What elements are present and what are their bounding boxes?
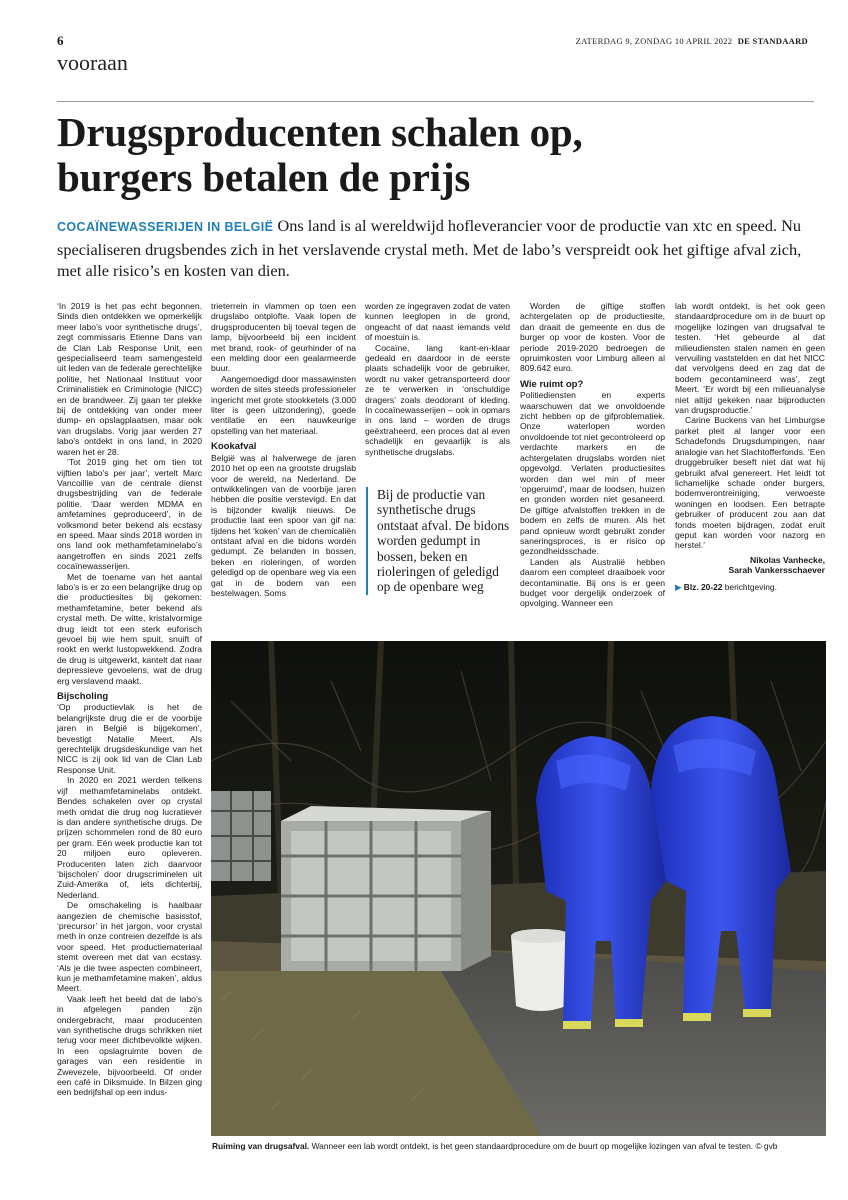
paragraph: Carine Buckens van het Limburgse parket pleit al langer voor een Schadefonds Drugsdumpingen, naar analogie van het Slachtofferfonds. ‘Een druggebruiker beseft niet dat wat hij gebruikt afval genereert. Het leidt tot lichamelijke schade onder burgers, bodemverontreiniging, verwoeste woningen en loodsen. Een betrapte gebruiker of producent zou aan dat fonds moeten bijdragen, zodat eruit geput kan worden voor nazorg en herstel.’ [675,415,825,551]
paragraph: Politiediensten en experts waarschuwen dat we onvoldoende zicht hebben op de gifproblematiek. Onze waterlopen worden onvoldoende tot niet gecontroleerd op verdachte markers en de achtergelaten drugslabs worden niet opgevolgd. Verlaten productiesites worden dan wel min of meer ‘opgeruimd’, maar de loodsen, huizen en gronden worden niet gesaneerd. De giftige afvalstoffen trekken in de bodem en zelfs de muren. Als het pand opnieuw wordt gebruikt zonder saneringsproces, is er risico op gezondheidsschade. [520,390,665,557]
byline [675,555,825,576]
paragraph: ‘Op productievlak is het de belangrijkste drug die er de voorbije jaren in België is bijgekomen’, bevestigt Natalie Meert. Als gerechtelijk drugsdeskundige van het NICC is zij ook lid van de Clan Lab Response Unit. [57,702,202,775]
column-4 [520,301,665,609]
subheading-wie-ruimt-op: Wie ruimt op? [520,378,584,390]
paragraph: België was al halverwege de jaren 2010 het op een na grootste drugslab voor de wereld, na Nederland. De ontwikkelingen van de voorbije jaren hebben die positie verstevigd. En dat is bijzonder kwalijk nieuws. De productie laat een spoor van gif na: tijdens het ‘koken’ van de chemicaliën ontstaat afval en die bidons worden gedumpt. Ze belanden in bossen, beken en rioleringen, of worden geledigd op de openbare weg via een gat in de bodem van een bestelwagen. Soms [211,452,356,598]
photo-caption [212,1141,827,1152]
arrow-icon: ▶ [675,581,682,592]
reference-text: berichtgeving. [724,581,777,592]
byline-author-2: Sarah Vankersschaever [728,565,825,576]
caption-credit: © gvb [755,1141,778,1151]
section-label: vooraan [57,50,128,75]
reference-pages: Blz. 20-22 [683,581,723,592]
paragraph: Cocaïne, lang kant-en-klaar gedeald en daardoor in de eerste plaats schadelijk voor de gebruiker, wordt nu vaker getransporteerd door ze te verwerken in ‘onschuldige dragers’ zoals deodorant of kleding. In cocaïnewasserijen – ook in opmars in ons land – worden de drugs geëxtraheerd, een proces dat al even schadelijk en gevaarlijk is als synthetische drugslabs. [365,342,510,457]
column-3 [365,301,510,457]
dateline [576,36,808,46]
page-number: 6 [57,33,64,48]
column-2 [211,301,356,598]
subheading-kookafval: Kookafval [211,441,257,453]
headline-line-1: Drugsproducenten schalen op, [57,109,583,155]
paragraph: In 2020 en 2021 werden telkens vijf methamfetaminelabs ontdekt. Bendes schakelen over op crystal meth omdat die drug nog lucratiever is dan andere synthetische drugs. De prijzen schommelen rond de 80 euro per gram. Eén week productie kan tot 20 miljoen euro opleveren. Producenten laten zich daarvoor ‘bijscholen’ door drugscriminelen uit Zuid-Amerika of, iets dichterbij, Nederland. [57,775,202,900]
intro [57,215,827,282]
paragraph: lab wordt ontdekt, is het ook geen standaardprocedure om in de buurt op mogelijke lozingen van drugsafval te testen. ‘Het gebeurde al dat milieudiensten stalen namen en geen vervuiling vaststelden en dat het NICC dat vervolgens deed en zag dat de bodem gecontamineerd was’, zegt Meert. ‘Er wordt bij een milieuanalyse niet altijd gekeken naar bijproducten van drugsproductie.’ [675,301,825,416]
header-rule [57,101,814,102]
paragraph: De omschakeling is haalbaar aangezien de chemische basisstof, ‘precursor’ in het jargon, voor crystal meth in onze contreien dezelfde is als voor speed. Het productiemateriaal stemt overeen met dat van ecstasy. ‘Als je die twee aspecten combineert, kun je methamfetamine maken’, aldus Meert. [57,900,202,994]
kicker: COCAÏNEWASSERIJEN IN BELGIË [57,220,274,234]
caption-text: Wanneer een lab wordt ontdekt, is het geen standaardprocedure om de buurt op mogelijke lozingen van afval te testen. [311,1141,754,1151]
paragraph: ‘Tot 2019 ging het om tien tot vijftien labo’s per jaar’, vertelt Marc Vancoillie van de centrale dienst drugsbestrijding van de federale politie. ‘Daar werden MDMA en amfetamines geproduceerd’, in de volksmond beter bekend als ecstasy en speed. Maar sinds 2018 worden in ons land ook methamfetaminelabo’s aangetroffen en sinds 2021 zelfs cocaïnewasserijen. [57,457,202,572]
page-reference[interactable] [675,582,825,592]
photo [211,641,826,1136]
paragraph: trieterrein in vlammen op toen een drugslabo ontplofte. Vaak lopen de drugsproducenten bij toeval tegen de lamp, bijvoorbeeld bij een incident met brand, rook- of geurhinder of na een melding door een gealarmeerde buur. [211,301,356,374]
headline-line-2: burgers betalen de prijs [57,154,471,200]
headline [57,110,817,200]
caption-lead: Ruiming van drugsafval. [212,1141,310,1151]
byline-author-1: Nikolas Vanhecke, [750,554,825,565]
publication-name: DE STANDAARD [737,36,808,46]
paragraph: Met de toename van het aantal labo’s is er zo een belangrijke drug op die productiesites bij gekomen: methamfetamine, beter bekend als crystal meth. De witte, kristalvormige drug leidt tot een sterk euforisch gevoel bij wie hem spuit, snuift of rookt en werkt lustopwekkend. Zodra de drug is uitgewerkt, kantelt dat naar depressieve gevoelens, wat de drug erg verslavend maakt. [57,571,202,686]
column-5 [675,301,825,592]
paragraph: worden ze ingegraven zodat de vaten kunnen leeglopen in de grond, ongeacht of dat naast iemands veld of moestuin is. [365,301,510,343]
intro-text: Ons land is al wereldwijd hofleverancier voor de productie van xtc en speed. Nu specialiseren drugsbendes zich in het verslavende crystal meth. Met de labo’s verspreidt ook het giftige afval zich, met alle risico’s en kosten van dien. [57,216,802,280]
subheading-bijscholing: Bijscholing [57,691,109,703]
paragraph: Vaak leeft het beeld dat de labo’s in afgelegen panden zijn ondergebracht, maar producenten van synthetische drugs schrikken niet terug voor meer dichtbevolkte wijken. In een opslagruimte boven de garages van een residentie in Zwevezele, bijvoorbeeld. Of onder een café in Diksmuide. In Bilzen ging een bedrijfshal op een indus- [57,993,202,1098]
column-1 [57,301,202,1098]
hazmat-photo-illustration [211,641,826,1136]
paragraph: Worden de giftige stoffen achtergelaten op de productiesite, dan draait de gemeente en dus de burger op voor de kosten. Voor de periode 2019-2020 bedroegen de opruimkosten voor Limburg alleen al 809.642 euro. [520,301,665,374]
pull-quote: Bij de productie van synthetische drugs ontstaat afval. De bidons worden gedumpt in bossen, beken en rioleringen of geledigd op de openbare weg [366,487,511,595]
date: ZATERDAG 9, ZONDAG 10 APRIL 2022 [575,36,733,46]
paragraph: Landen als Australië hebben daarom een compleet draaiboek voor decontaminatie. Bij ons is er geen budget voor dergelijk onderzoek of opvolging. Wanneer een [520,556,665,609]
paragraph: ‘In 2019 is het pas echt begonnen. Sinds dien ontdekken we opmerkelijk meer labo’s voor synthetische drugs’, zegt commissaris Etienne Dans van de Clan Lab Response Unit, een gespecialiseerd team samengesteld uit leden van de federale gerechtelijke politie, het Nationaal Instituut voor Criminalistiek en Criminologie (NICC) en de brandweer. Zij gaan ter plekke bij de ontdekking van onder meer dump- en opslagplaatsen, maar ook van drugslabs. Vorig jaar werden 27 labo’s ontdekt in ons land, in 2020 waren het er 28. [57,301,202,457]
paragraph: Aangemoedigd door massawinsten worden de sites steeds professioneler ingericht met grote stookketels (3.000 liter is geen uitzondering), goede ventilatie en een nauwkeurige opstelling van het materiaal. [211,373,356,436]
